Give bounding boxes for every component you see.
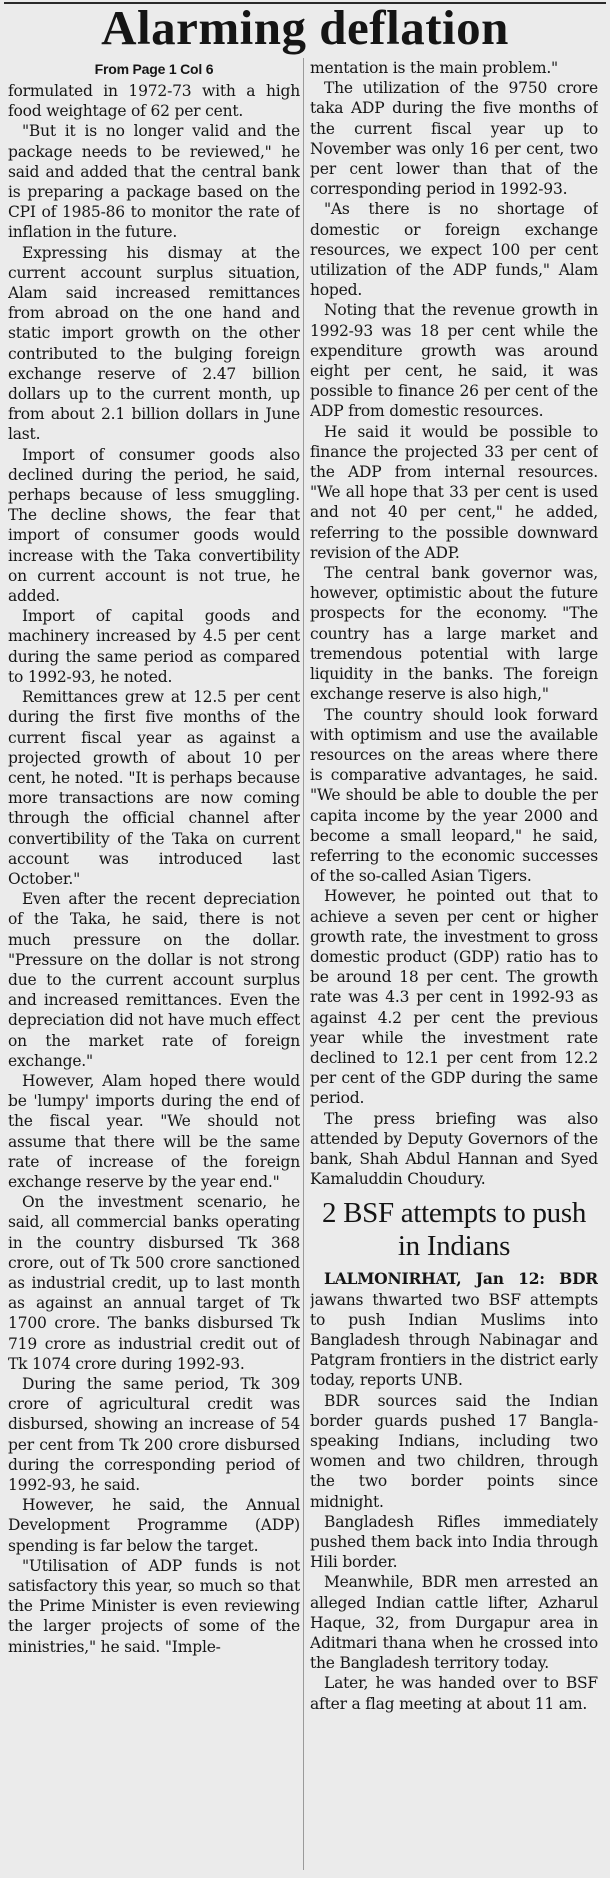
paragraph: Expressing his dismay at the current account surplus situation, Alam said increased remittances from abroad on the one hand and static import growth on the other contributed to the bulging foreign exchange reserve of 2.47 billion dollars up to the current month, up from about 2.1 billion dollars in June last.: [8, 243, 300, 444]
paragraph: Meanwhile, BDR men arrested an alleged Indian cattle lifter, Azharul Haque, 32, from Durgapur area in Aditmari thana when he crossed into the Bangladesh territory today.: [310, 1573, 598, 1673]
paragraph: "But it is no longer valid and the package needs to be reviewed," he said and added that the central bank is preparing a package based on the CPI of 1985-86 to monitor the rate of inflation in the future.: [8, 122, 300, 242]
right-column: [310, 58, 598, 1874]
paragraph: On the investment scenario, he said, all commercial banks operating in the country disbursed Tk 368 crore, out of Tk 500 crore sanctioned as industrial credit, up to last month as against an annual target of Tk 1700 crore. The banks disbursed Tk 719 crore as industrial credit out of Tk 1074 crore during 1992-93.: [8, 1193, 300, 1373]
paragraph: The press briefing was also attended by Deputy Governors of the bank, Shah Abdul Hannan and Syed Kamaluddin Choudury.: [310, 1109, 598, 1189]
paragraph: mentation is the main problem.": [310, 59, 558, 77]
paragraph: Even after the recent depreciation of the Taka, he said, there is not much pressure on the dollar. "Pressure on the dollar is not strong due to the current account surplus and increased remittances. Even the depreciation did not have much effect on the market rate of foreign exchange.": [8, 890, 300, 1070]
paragraph: The central bank governor was, however, optimistic about the future prospects for the economy. "The country has a large market and tremendous potential with large liquidity in the banks. The foreign exchange reserve is also high,": [310, 564, 598, 704]
paragraph: formulated in 1972-73 with a high food weightage of 62 per cent.: [8, 82, 300, 121]
paragraph: "Utilisation of ADP funds is not satisfactory this year, so much so that the Prime Minister is even reviewing the larger projects of some of the ministries," he said. "Imple-: [8, 1556, 300, 1656]
paragraph: Bangladesh Rifles immediately pushed them back into India through Hili border.: [310, 1512, 598, 1572]
article-headline: Alarming deflation: [101, 0, 509, 55]
paragraph: Later, he was handed over to BSF after a flag meeting at about 11 am.: [310, 1674, 598, 1713]
second-article-lead: [310, 1269, 598, 1390]
left-column: [8, 58, 300, 1874]
paragraph: During the same period, Tk 309 crore of agricultural credit was disbursed, showing an increase of 54 per cent from Tk 200 crore disbursed during the corresponding period of 1992-93, he said.: [8, 1375, 300, 1495]
paragraph: Remittances grew at 12.5 per cent during the first five months of the current fiscal year as against a projected growth of about 10 per cent, he noted. "It is perhaps because more transactions are now coming through the official channel after convertibility of the Taka on current account was introduced last October.": [8, 688, 300, 888]
paragraph: However, Alam hoped there would be 'lumpy' imports during the end of the fiscal year. "We should not assume that there will be the same rate of increase of the foreign exchange reserve by the year end.": [8, 1071, 300, 1191]
jump-line: From Page 1 Col 6: [94, 61, 214, 77]
paragraph: However, he said, the Annual Development Programme (ADP) spending is far below the target.: [8, 1496, 300, 1555]
dateline: LALMONIRHAT, Jan 12: BDR: [324, 1269, 598, 1289]
paragraph: The country should look forward with optimism and use the available resources on the areas where there is comparative advantages, he said. "We should be able to double the per capita income by the year 2000 and become a small leopard," he said, referring to the economic successes of the so-called Asian Tigers.: [310, 705, 598, 886]
column-divider: [303, 58, 304, 1870]
paragraph: He said it would be possible to finance the projected 33 per cent of the ADP from internal resources. "We all hope that 33 per cent is used and not 40 per cent," he added, referring to the possible downward revision of the ADP.: [310, 422, 598, 562]
lead-text: jawans thwarted two BSF attempts to push Indian Muslims into Bangladesh through Nabinagar and Patgram frontiers in the district early today, reports UNB.: [310, 1290, 598, 1390]
paragraph: However, he pointed out that to achieve a seven per cent or higher growth rate, the investment to gross domestic product (GDP) ratio has to be around 18 per cent. The growth rate was 4.3 per cent in 1992-93 as against 4.2 per cent the previous year while the investment rate declined to 12.1 per cent from 12.2 per cent of the GDP during the same period.: [310, 887, 598, 1108]
paragraph: BDR sources said the Indian border guards pushed 17 Bangla-speaking Indians, including two women and two children, through the two border points since midnight.: [310, 1391, 598, 1511]
paragraph: Noting that the revenue growth in 1992-93 was 18 per cent while the expenditure growth was around eight per cent, he said, it was possible to finance 26 per cent of the ADP from domestic resources.: [310, 301, 598, 421]
second-article-headline: 2 BSF attempts to push in Indians: [321, 1197, 587, 1263]
paragraph: "As there is no shortage of domestic or foreign exchange resources, we expect 100 per cent utilization of the ADP funds," Alam hoped.: [310, 200, 598, 300]
paragraph: The utilization of the 9750 crore taka ADP during the five months of the current fiscal year up to November was only 16 per cent, two per cent lower than that of the corresponding period in 1992-93.: [310, 79, 598, 199]
paragraph: Import of capital goods and machinery increased by 4.5 per cent during the same period as compared to 1992-93, he noted.: [8, 607, 300, 686]
paragraph: Import of consumer goods also declined during the period, he said, perhaps because of less smuggling. The decline shows, the fear that import of consumer goods would increase with the Taka convertibility on current account is not true, he added.: [8, 445, 300, 606]
